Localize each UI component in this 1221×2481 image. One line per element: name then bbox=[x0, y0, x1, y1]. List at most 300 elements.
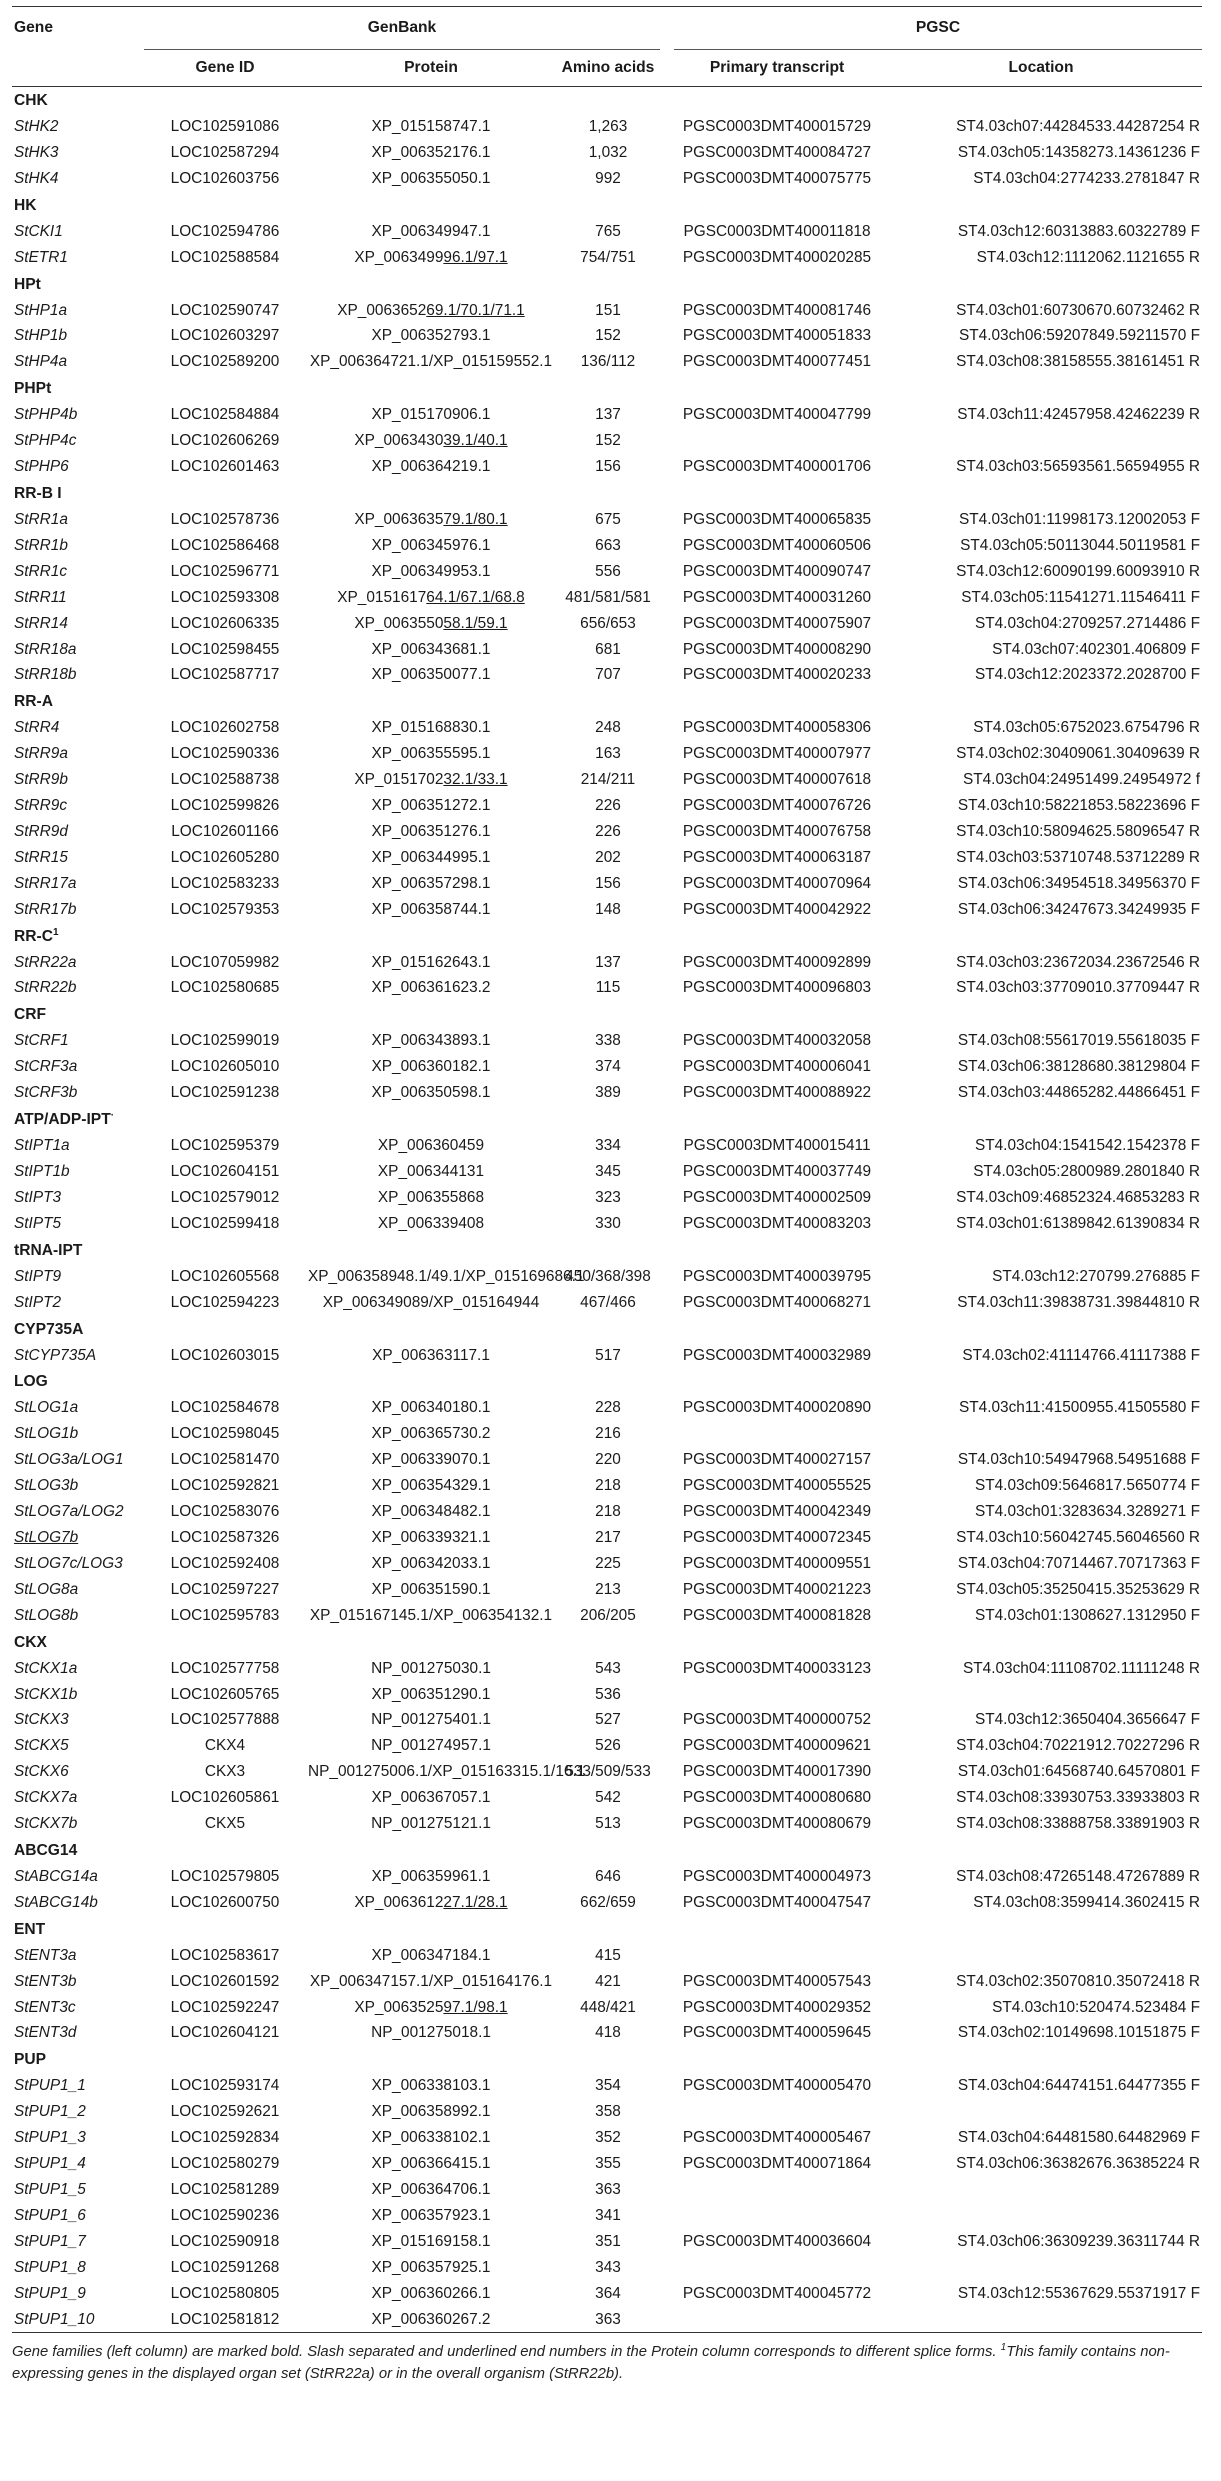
table-row bbox=[12, 585, 1202, 611]
protein-base: XP_0063612 bbox=[354, 1893, 444, 1911]
amino-acids: 517 bbox=[595, 1346, 621, 1364]
gene-id: LOC102584678 bbox=[170, 1399, 280, 1417]
amino-acids: 355 bbox=[595, 2155, 621, 2173]
column-gap bbox=[660, 897, 674, 923]
amino-acids: 152 bbox=[595, 432, 621, 450]
table-row bbox=[12, 1525, 1202, 1551]
protein-id: XP_006367057.1 bbox=[371, 1789, 491, 1807]
header-primary-transcript: Primary transcript bbox=[709, 59, 845, 76]
family-row bbox=[12, 1106, 1202, 1133]
amino-acids: 248 bbox=[595, 719, 621, 737]
column-gap bbox=[660, 1264, 674, 1290]
table-row bbox=[12, 1785, 1202, 1811]
primary-transcript: PGSC0003DMT400088922 bbox=[682, 1084, 872, 1102]
primary-transcript: PGSC0003DMT400009551 bbox=[682, 1554, 872, 1572]
column-gap bbox=[660, 1656, 674, 1682]
location: ST4.03ch01:61389842.61390834 R bbox=[956, 1214, 1201, 1232]
gene-name: StCRF1 bbox=[14, 1032, 69, 1050]
location: ST4.03ch03:56593561.56594955 R bbox=[956, 458, 1201, 476]
protein-base: XP_0151702 bbox=[354, 771, 444, 789]
protein-id: XP_006344995.1 bbox=[371, 848, 491, 866]
location: ST4.03ch07:402301.406809 F bbox=[992, 640, 1201, 658]
table-row bbox=[12, 2177, 1202, 2203]
gene-id: LOC102600750 bbox=[170, 1893, 280, 1911]
family-name bbox=[12, 1837, 1202, 1864]
amino-acids: 542 bbox=[595, 1789, 621, 1807]
table-row bbox=[12, 819, 1202, 845]
protein-id: XP_006352793.1 bbox=[371, 327, 491, 345]
primary-transcript: PGSC0003DMT400004973 bbox=[682, 1867, 872, 1885]
primary-transcript: PGSC0003DMT400096803 bbox=[682, 979, 872, 997]
gene-name: StABCG14b bbox=[14, 1893, 98, 1911]
location: ST4.03ch04:70714467.70717363 F bbox=[957, 1554, 1201, 1572]
location: ST4.03ch04:70221912.70227296 R bbox=[956, 1737, 1201, 1755]
primary-transcript: PGSC0003DMT400042349 bbox=[682, 1503, 872, 1521]
gene-name: StIPT9 bbox=[14, 1267, 62, 1285]
gene-id: LOC102601166 bbox=[171, 822, 279, 840]
family-label: RR-B I bbox=[14, 484, 62, 502]
primary-transcript: PGSC0003DMT400007618 bbox=[682, 771, 872, 789]
gene-id: LOC102599418 bbox=[170, 1214, 280, 1232]
column-gap bbox=[660, 219, 674, 245]
gene-name: StIPT1b bbox=[14, 1163, 70, 1180]
location: ST4.03ch02:35070810.35072418 R bbox=[956, 1972, 1201, 1990]
column-gap bbox=[660, 637, 674, 663]
protein-id: XP_006360182.1 bbox=[371, 1058, 491, 1076]
amino-acids: 527 bbox=[595, 1711, 621, 1729]
gene-id: LOC102592247 bbox=[170, 1998, 280, 2016]
gene-id: LOC102605765 bbox=[170, 1685, 280, 1703]
protein-splice-suffix: 96.1/97.1 bbox=[443, 248, 508, 266]
location: ST4.03ch04:11108702.11111248 R bbox=[962, 1659, 1201, 1677]
protein-id: XP_006351590.1 bbox=[371, 1580, 491, 1598]
amino-acids: 338 bbox=[595, 1032, 621, 1050]
primary-transcript: PGSC0003DMT400020890 bbox=[682, 1399, 872, 1417]
protein-id: XP_015169158.1 bbox=[371, 2232, 491, 2250]
table-row bbox=[12, 871, 1202, 897]
column-gap bbox=[660, 1603, 674, 1629]
family-name bbox=[12, 1629, 1202, 1656]
gene-name: StLOG3a/LOG1 bbox=[14, 1451, 124, 1469]
gene-id: LOC102599826 bbox=[170, 797, 280, 815]
amino-acids: 163 bbox=[595, 745, 621, 763]
family-name bbox=[12, 2046, 1202, 2073]
gene-id: LOC102598455 bbox=[170, 640, 280, 658]
family-row bbox=[12, 1629, 1202, 1656]
primary-transcript: PGSC0003DMT400072345 bbox=[682, 1528, 872, 1546]
table-row bbox=[12, 2281, 1202, 2307]
amino-acids: 389 bbox=[595, 1084, 621, 1102]
amino-acids: 765 bbox=[595, 222, 621, 240]
family-row bbox=[12, 923, 1202, 950]
gene-id: LOC102580805 bbox=[170, 2284, 280, 2302]
location: ST4.03ch08:47265148.47267889 R bbox=[956, 1867, 1201, 1885]
gene-id: LOC102593174 bbox=[170, 2077, 280, 2095]
protein-id: NP_001275401.1 bbox=[371, 1711, 491, 1729]
gene-name: StPUP1_3 bbox=[14, 2129, 86, 2147]
gene-id: LOC102587717 bbox=[170, 666, 280, 684]
amino-acids: 354 bbox=[595, 2077, 621, 2095]
protein-id: NP_001275018.1 bbox=[371, 2024, 491, 2042]
location: ST4.03ch12:2023372.2028700 F bbox=[974, 666, 1201, 684]
family-label: PUP bbox=[14, 2051, 47, 2069]
column-gap bbox=[660, 533, 674, 559]
family-row bbox=[12, 1001, 1202, 1028]
protein-base: XP_0063430 bbox=[354, 432, 444, 450]
table-row bbox=[12, 1682, 1202, 1708]
gene-id: LOC102592821 bbox=[170, 1477, 280, 1495]
location bbox=[880, 1943, 1202, 1969]
primary-transcript bbox=[674, 2255, 880, 2281]
protein-id: XP_006342033.1 bbox=[371, 1554, 491, 1572]
primary-transcript: PGSC0003DMT400032989 bbox=[682, 1346, 872, 1364]
primary-transcript: PGSC0003DMT400059645 bbox=[682, 2024, 872, 2042]
amino-acids: 202 bbox=[595, 848, 621, 866]
gene-id: LOC102579805 bbox=[170, 1867, 280, 1885]
amino-acids: 151 bbox=[595, 301, 621, 319]
primary-transcript: PGSC0003DMT400075775 bbox=[682, 169, 872, 187]
primary-transcript: PGSC0003DMT400075907 bbox=[682, 614, 872, 632]
column-gap bbox=[660, 1080, 674, 1106]
table-row bbox=[12, 1864, 1202, 1890]
column-gap bbox=[660, 1811, 674, 1837]
family-superscript: 1 bbox=[52, 926, 59, 938]
gene-id: LOC102592834 bbox=[170, 2129, 280, 2147]
location: ST4.03ch11:39838731.39844810 R bbox=[957, 1293, 1201, 1311]
table-row bbox=[12, 1733, 1202, 1759]
family-label: CRF bbox=[14, 1006, 47, 1024]
location: ST4.03ch06:36309239.36311744 R bbox=[957, 2232, 1201, 2250]
amino-acids: 341 bbox=[595, 2206, 621, 2224]
table-row bbox=[12, 1133, 1202, 1159]
protein-id: XP_006339408 bbox=[377, 1214, 485, 1232]
primary-transcript: PGSC0003DMT400068271 bbox=[682, 1293, 872, 1311]
protein-splice-suffix: 79.1/80.1 bbox=[443, 510, 508, 528]
location: ST4.03ch12:60313883.60322789 F bbox=[957, 222, 1201, 240]
gene-name: StCRF3b bbox=[14, 1084, 78, 1102]
gene-name: StHP1a bbox=[14, 301, 68, 319]
table-row bbox=[12, 1759, 1202, 1785]
protein-id: XP_006360459 bbox=[377, 1137, 485, 1155]
column-gap bbox=[660, 1682, 674, 1708]
family-label: CKX bbox=[14, 1633, 47, 1651]
location bbox=[880, 2177, 1202, 2203]
gene-name: StPUP1_1 bbox=[14, 2077, 86, 2095]
primary-transcript: PGSC0003DMT400092899 bbox=[682, 953, 872, 971]
primary-transcript: PGSC0003DMT400020285 bbox=[682, 248, 872, 266]
gene-name: StABCG14a bbox=[14, 1867, 98, 1885]
primary-transcript: PGSC0003DMT400055525 bbox=[682, 1477, 872, 1495]
protein-id: XP_006355050.1 bbox=[371, 169, 491, 187]
header-protein: Protein bbox=[404, 59, 458, 76]
gene-name: StIPT2 bbox=[14, 1293, 62, 1311]
location: ST4.03ch08:55617019.55618035 F bbox=[957, 1032, 1201, 1050]
gene-id: CKX5 bbox=[204, 1815, 246, 1833]
gene-name: StHP4a bbox=[14, 353, 68, 371]
gene-id: LOC102589200 bbox=[170, 353, 280, 371]
gene-name: StLOG1a bbox=[14, 1399, 79, 1417]
table-row bbox=[12, 1603, 1202, 1629]
column-gap bbox=[660, 975, 674, 1001]
primary-transcript: PGSC0003DMT400027157 bbox=[682, 1451, 872, 1469]
amino-acids: 137 bbox=[595, 953, 621, 971]
column-gap bbox=[660, 402, 674, 428]
protein-id: XP_006354329.1 bbox=[371, 1477, 491, 1495]
gene-name: StRR9d bbox=[14, 822, 68, 840]
family-name bbox=[12, 1237, 1202, 1264]
primary-transcript: PGSC0003DMT400009621 bbox=[682, 1737, 872, 1755]
column-gap bbox=[660, 1421, 674, 1447]
protein-id: XP_006363117.1 bbox=[372, 1346, 490, 1364]
primary-transcript: PGSC0003DMT400039795 bbox=[682, 1267, 872, 1285]
primary-transcript bbox=[674, 2099, 880, 2125]
primary-transcript: PGSC0003DMT400007977 bbox=[682, 745, 872, 763]
location: ST4.03ch06:36382676.36385224 R bbox=[956, 2155, 1201, 2173]
protein-id bbox=[306, 767, 556, 793]
gene-name: StCKX1a bbox=[14, 1659, 78, 1677]
family-row bbox=[12, 688, 1202, 715]
gene-name: StRR17b bbox=[14, 900, 77, 918]
table-row bbox=[12, 298, 1202, 324]
protein-id: NP_001275121.1 bbox=[371, 1815, 491, 1833]
amino-acids: 543 bbox=[595, 1659, 621, 1677]
amino-acids: 533/509/533 bbox=[565, 1763, 651, 1781]
family-row bbox=[12, 2046, 1202, 2073]
column-gap bbox=[660, 950, 674, 976]
column-gap bbox=[660, 559, 674, 585]
gene-id: LOC102594786 bbox=[170, 222, 280, 240]
location: ST4.03ch05:11541271.11546411 F bbox=[961, 588, 1201, 606]
primary-transcript: PGSC0003DMT400060506 bbox=[682, 536, 872, 554]
header-pgsc: PGSC bbox=[674, 7, 1202, 50]
column-gap bbox=[660, 140, 674, 166]
gene-name: StPUP1_5 bbox=[14, 2181, 86, 2198]
family-row bbox=[12, 1916, 1202, 1943]
location: ST4.03ch08:38158555.38161451 R bbox=[956, 353, 1201, 371]
table-row bbox=[12, 2151, 1202, 2177]
column-gap bbox=[660, 1211, 674, 1237]
gene-name: StIPT1a bbox=[14, 1137, 70, 1155]
table-row bbox=[12, 1264, 1202, 1290]
gene-id: LOC102590236 bbox=[170, 2206, 280, 2224]
gene-name: StRR9b bbox=[14, 771, 68, 789]
amino-acids: 681 bbox=[595, 640, 621, 658]
gene-id: LOC102580279 bbox=[170, 2155, 280, 2173]
primary-transcript: PGSC0003DMT400036604 bbox=[682, 2232, 872, 2250]
primary-transcript: PGSC0003DMT400005467 bbox=[682, 2129, 872, 2147]
table-row bbox=[12, 1943, 1202, 1969]
table-row bbox=[12, 219, 1202, 245]
gene-id: LOC102605280 bbox=[170, 848, 280, 866]
amino-acids: 374 bbox=[595, 1058, 621, 1076]
amino-acids: 418 bbox=[595, 2024, 621, 2042]
table-row bbox=[12, 1395, 1202, 1421]
table-row bbox=[12, 507, 1202, 533]
gene-id: LOC102605861 bbox=[170, 1789, 280, 1807]
primary-transcript: PGSC0003DMT400084727 bbox=[682, 143, 872, 161]
family-row bbox=[12, 480, 1202, 507]
protein-splice-suffix: 69.1/70.1/71.1 bbox=[426, 301, 525, 319]
gene-id: CKX3 bbox=[204, 1763, 246, 1781]
protein-id bbox=[306, 507, 556, 533]
amino-acids: 467/466 bbox=[580, 1293, 636, 1311]
table-row bbox=[12, 741, 1202, 767]
protein-id: XP_006350077.1 bbox=[371, 666, 491, 684]
amino-acids: 754/751 bbox=[580, 248, 636, 266]
protein-id: XP_006358992.1 bbox=[371, 2103, 491, 2121]
protein-id: XP_006355595.1 bbox=[371, 745, 491, 763]
table-row bbox=[12, 1577, 1202, 1603]
table-row bbox=[12, 454, 1202, 480]
protein-splice-suffix: 58.1/59.1 bbox=[443, 614, 508, 632]
gene-name: StRR14 bbox=[14, 614, 68, 632]
column-gap bbox=[660, 1785, 674, 1811]
column-gap bbox=[660, 1290, 674, 1316]
gene-id: LOC102603015 bbox=[170, 1346, 280, 1364]
location bbox=[880, 2099, 1202, 2125]
amino-acids: 363 bbox=[595, 2310, 621, 2328]
gene-name: StCRF3a bbox=[14, 1058, 78, 1076]
amino-acids: 656/653 bbox=[580, 614, 636, 632]
gene-name: StRR18b bbox=[14, 666, 77, 684]
gene-name: StCKX7a bbox=[14, 1789, 78, 1807]
family-label: ENT bbox=[14, 1920, 46, 1938]
primary-transcript bbox=[674, 2203, 880, 2229]
protein-id bbox=[306, 611, 556, 637]
column-gap bbox=[660, 819, 674, 845]
table-body bbox=[12, 87, 1202, 2333]
table-row bbox=[12, 114, 1202, 140]
location bbox=[880, 1421, 1202, 1447]
gene-id: LOC102599019 bbox=[170, 1032, 280, 1050]
gene-name: StPUP1_2 bbox=[14, 2103, 86, 2121]
amino-acids: 216 bbox=[595, 1425, 621, 1443]
column-gap bbox=[660, 1707, 674, 1733]
gene-id: LOC102588584 bbox=[170, 248, 280, 266]
gene-id: LOC102592408 bbox=[170, 1554, 280, 1572]
amino-acids: 156 bbox=[595, 458, 621, 476]
family-label: CHK bbox=[14, 92, 48, 109]
family-row bbox=[12, 1368, 1202, 1395]
primary-transcript: PGSC0003DMT400090747 bbox=[682, 562, 872, 580]
protein-id: XP_006347184.1 bbox=[371, 1946, 491, 1964]
family-name bbox=[12, 87, 1202, 115]
gene-name: StRR1a bbox=[14, 510, 68, 528]
family-row bbox=[12, 1837, 1202, 1864]
column-gap bbox=[660, 1525, 674, 1551]
amino-acids: 218 bbox=[595, 1477, 621, 1495]
location: ST4.03ch11:41500955.41505580 F bbox=[958, 1399, 1201, 1417]
amino-acids: 663 bbox=[595, 536, 621, 554]
table-row bbox=[12, 533, 1202, 559]
location: ST4.03ch10:54947968.54951688 F bbox=[957, 1451, 1201, 1469]
table-row bbox=[12, 975, 1202, 1001]
family-label: ABCG14 bbox=[14, 1841, 78, 1859]
table-row bbox=[12, 1447, 1202, 1473]
gene-name: StPUP1_9 bbox=[14, 2284, 86, 2302]
primary-transcript: PGSC0003DMT400080680 bbox=[682, 1789, 872, 1807]
gene-table bbox=[12, 6, 1202, 2333]
gene-id: LOC102595783 bbox=[170, 1606, 280, 1624]
table-row bbox=[12, 611, 1202, 637]
column-gap bbox=[660, 871, 674, 897]
table-row bbox=[12, 2099, 1202, 2125]
gene-id: CKX4 bbox=[204, 1737, 246, 1755]
primary-transcript: PGSC0003DMT400077451 bbox=[682, 353, 872, 371]
primary-transcript: PGSC0003DMT400011818 bbox=[683, 222, 871, 240]
table-row bbox=[12, 2073, 1202, 2099]
protein-base: XP_0063499 bbox=[354, 248, 444, 266]
primary-transcript: PGSC0003DMT400029352 bbox=[682, 1998, 872, 2016]
family-name bbox=[12, 688, 1202, 715]
location: ST4.03ch08:3599414.3602415 R bbox=[973, 1893, 1201, 1911]
primary-transcript: PGSC0003DMT400001706 bbox=[682, 458, 872, 476]
table-row bbox=[12, 323, 1202, 349]
family-label: CYP735A bbox=[14, 1320, 84, 1338]
primary-transcript: PGSC0003DMT400080679 bbox=[682, 1815, 872, 1833]
family-row bbox=[12, 1316, 1202, 1343]
column-gap bbox=[660, 845, 674, 871]
family-label: RR-A bbox=[14, 693, 53, 711]
header-location: Location bbox=[1008, 59, 1074, 76]
column-gap bbox=[660, 2307, 674, 2333]
location: ST4.03ch02:30409061.30409639 R bbox=[956, 745, 1201, 763]
amino-acids: 364 bbox=[595, 2284, 621, 2302]
gene-name: StRR9c bbox=[14, 797, 68, 815]
protein-id: XP_006350598.1 bbox=[371, 1084, 491, 1102]
primary-transcript: PGSC0003DMT400006041 bbox=[682, 1058, 872, 1076]
amino-acids: 343 bbox=[595, 2258, 621, 2276]
table-row bbox=[12, 166, 1202, 192]
table-row bbox=[12, 2125, 1202, 2151]
gene-id: LOC102605010 bbox=[170, 1058, 280, 1076]
location: ST4.03ch04:64474151.64477355 F bbox=[957, 2077, 1201, 2095]
column-gap bbox=[660, 1551, 674, 1577]
gene-name: StENT3d bbox=[14, 2024, 77, 2042]
family-label: LOG bbox=[14, 1373, 48, 1391]
gene-id: LOC102587326 bbox=[170, 1528, 280, 1546]
column-gap bbox=[660, 1969, 674, 1995]
table-row bbox=[12, 845, 1202, 871]
amino-acids: 448/421 bbox=[580, 1998, 636, 2016]
column-gap bbox=[660, 1395, 674, 1421]
location: ST4.03ch10:58094625.58096547 R bbox=[956, 822, 1201, 840]
header-gene: Gene bbox=[14, 19, 53, 37]
primary-transcript: PGSC0003DMT400047799 bbox=[682, 406, 872, 424]
gene-id: LOC102590747 bbox=[170, 301, 280, 319]
protein-id: XP_006351272.1 bbox=[371, 797, 491, 815]
amino-acids: 225 bbox=[595, 1554, 621, 1572]
gene-id: LOC102606335 bbox=[170, 614, 280, 632]
protein-id: XP_015167145.1/XP_006354132.1 bbox=[309, 1606, 553, 1624]
protein-id bbox=[306, 298, 556, 324]
gene-name: StLOG7a/LOG2 bbox=[14, 1503, 124, 1521]
primary-transcript bbox=[674, 1421, 880, 1447]
column-gap bbox=[660, 1133, 674, 1159]
amino-acids: 228 bbox=[595, 1399, 621, 1417]
family-label: PHPt bbox=[14, 380, 52, 398]
amino-acids: 148 bbox=[595, 900, 621, 918]
primary-transcript: PGSC0003DMT400037749 bbox=[682, 1163, 872, 1180]
amino-acids: 646 bbox=[595, 1867, 621, 1885]
amino-acids: 358 bbox=[595, 2103, 621, 2121]
gene-id: LOC102591086 bbox=[170, 118, 280, 135]
column-gap bbox=[660, 2020, 674, 2046]
amino-acids: 217 bbox=[595, 1528, 621, 1546]
amino-acids: 415 bbox=[595, 1946, 621, 1964]
location: ST4.03ch09:5646817.5650774 F bbox=[974, 1477, 1201, 1495]
location: ST4.03ch12:55367629.55371917 F bbox=[957, 2284, 1201, 2302]
